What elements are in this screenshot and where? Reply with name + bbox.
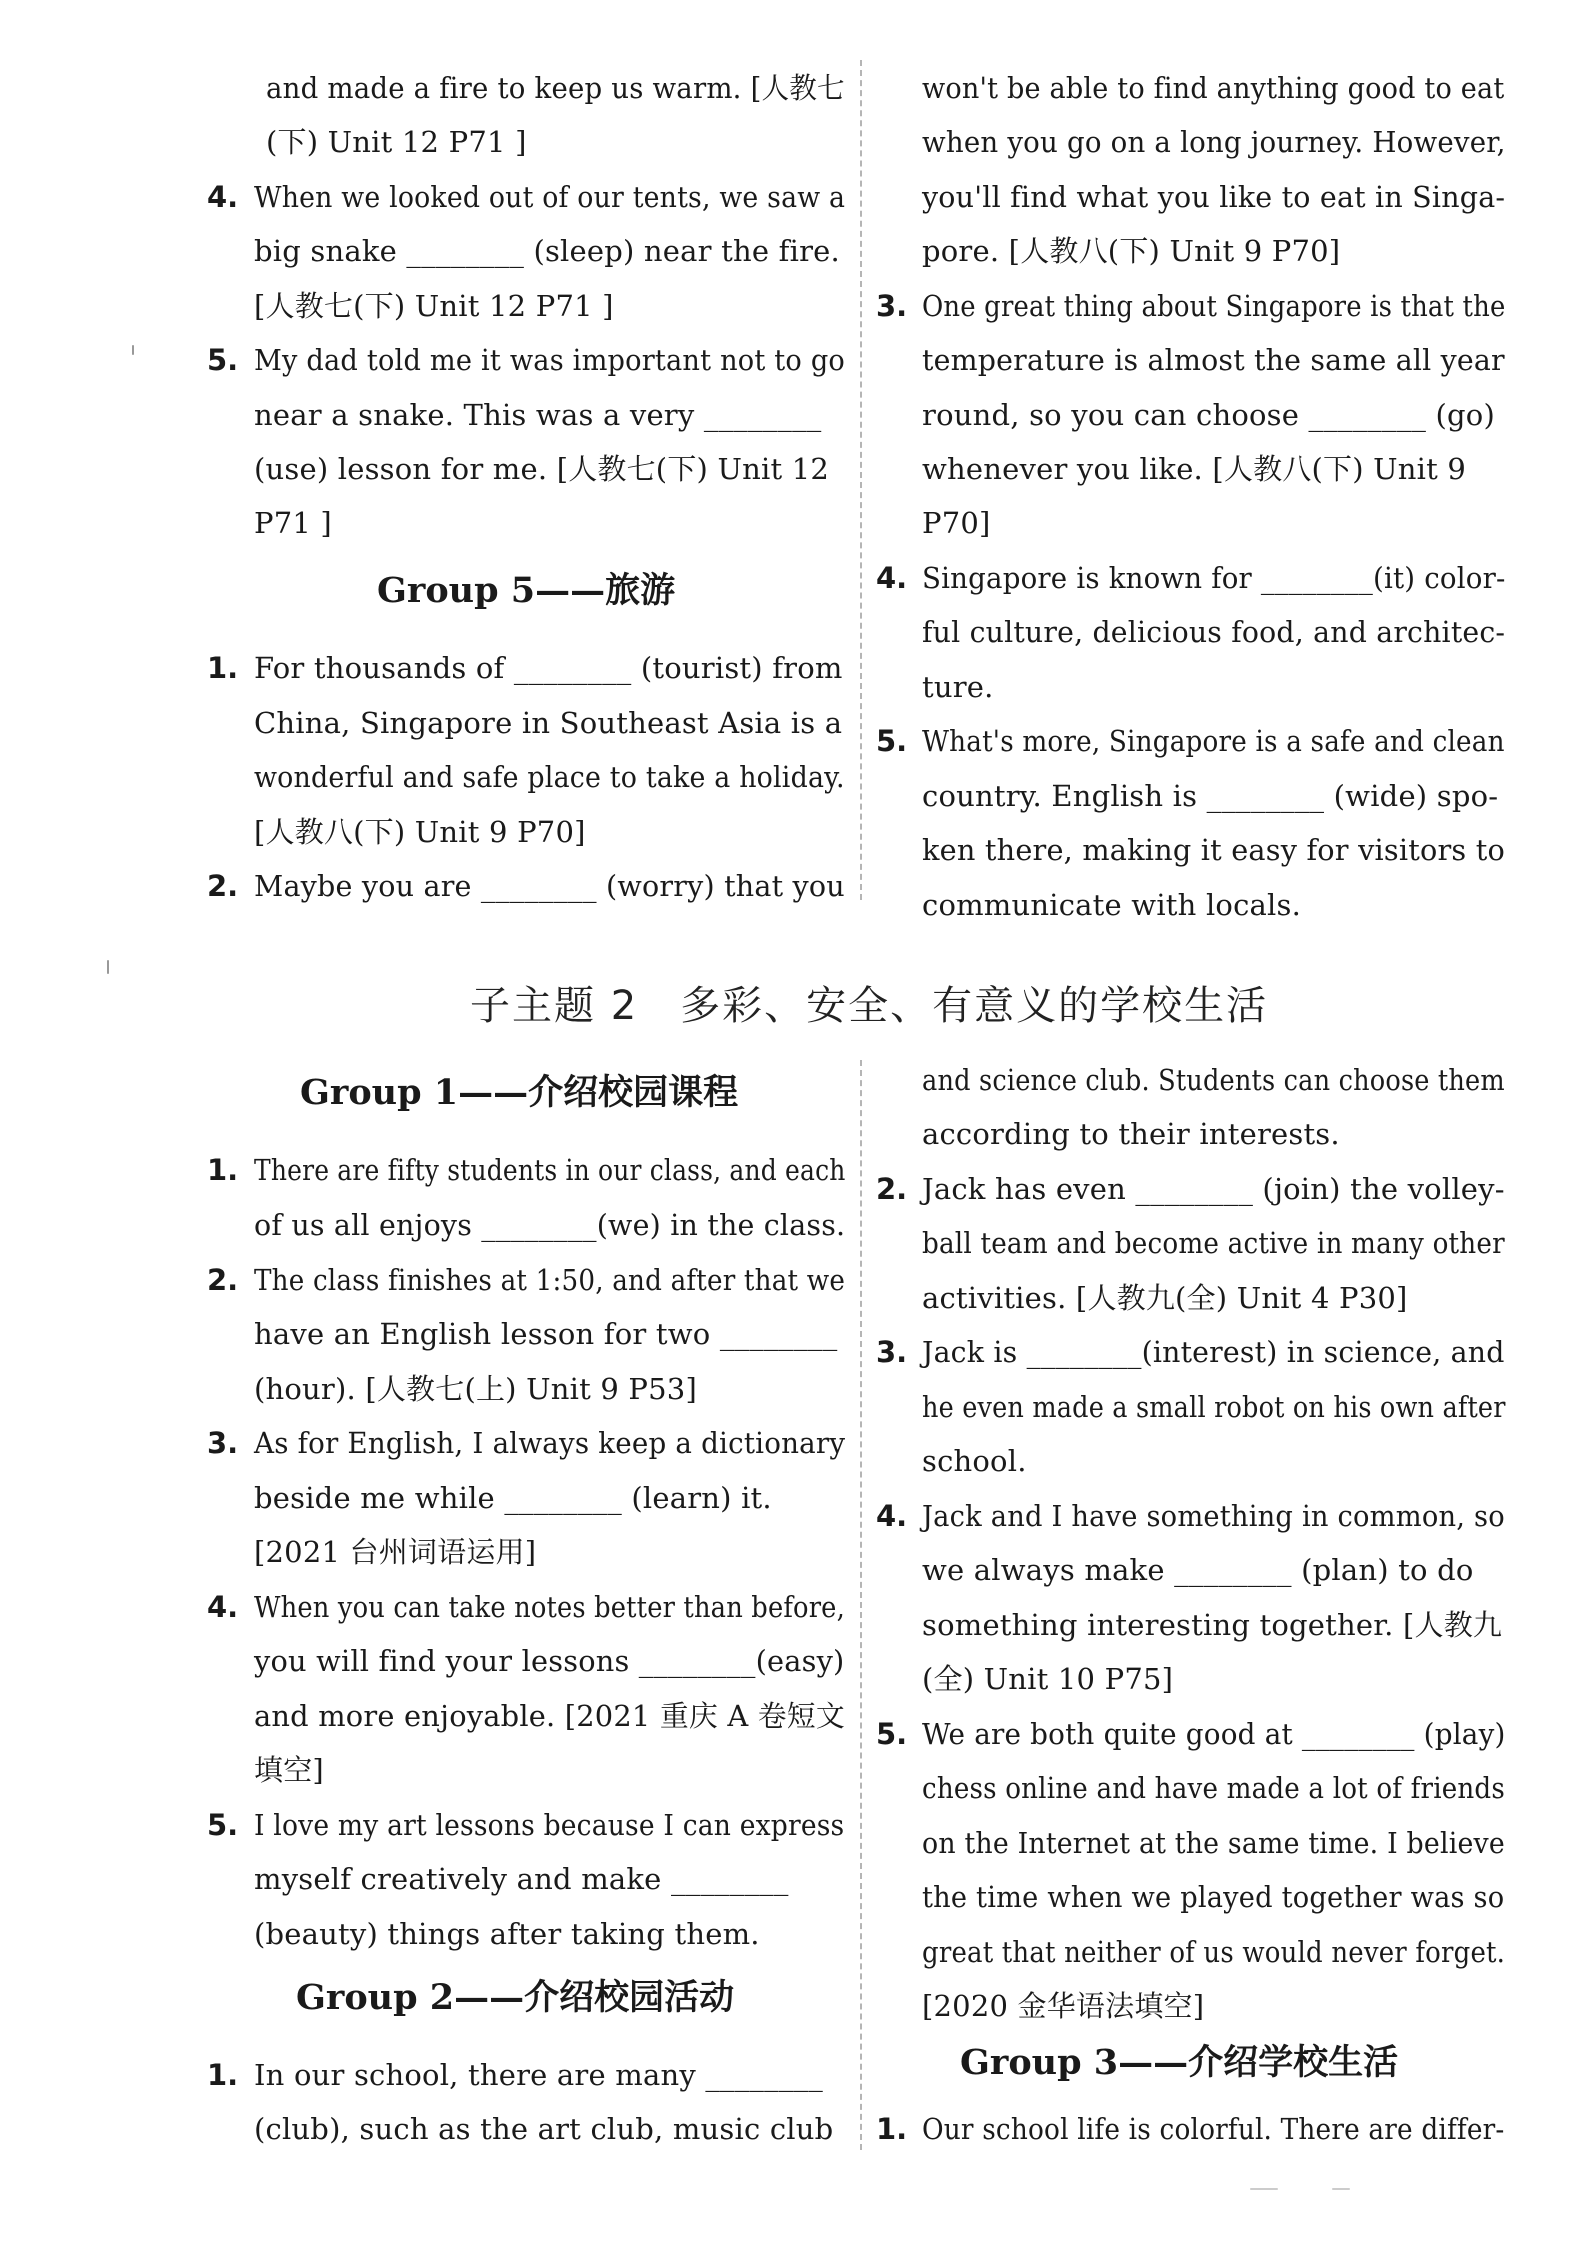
text-line: on the Internet at the same time. I believe (922, 1826, 1505, 1860)
text-line: (下) Unit 12 P71 ] (266, 125, 527, 159)
text-line: whenever you like. [人教八(下) Unit 9 (922, 452, 1467, 486)
text-line: I love my art lessons because I can express (254, 1808, 845, 1842)
item-number: 3. (876, 289, 908, 323)
scan-speck (1332, 2188, 1350, 2190)
text-line: country. English is ________ (wide) spo- (922, 779, 1499, 813)
scan-speck (107, 960, 109, 974)
text-line: Our school life is colorful. There are differ- (922, 2112, 1505, 2146)
group-heading: Group 3——介绍学校生活 (960, 2042, 1399, 2083)
text-line: Maybe you are ________ (worry) that you (254, 869, 845, 903)
text-line: ture. (922, 670, 994, 704)
text-line: have an English lesson for two ________ (254, 1317, 838, 1351)
item-number: 5. (876, 724, 908, 758)
item-number: 5. (876, 1717, 908, 1751)
text-line: Jack and I have something in common, so (922, 1499, 1505, 1533)
text-line: and science club. Students can choose them (922, 1063, 1505, 1097)
text-line: P71 ] (254, 506, 332, 540)
item-number: 5. (207, 1808, 239, 1842)
text-line: We are both quite good at ________ (play) (922, 1717, 1506, 1751)
text-line: When you can take notes better than before, (254, 1590, 845, 1624)
text-line: chess online and have made a lot of friends (922, 1771, 1505, 1805)
text-line: pore. [人教八(下) Unit 9 P70] (922, 234, 1341, 268)
text-line: communicate with locals. (922, 888, 1301, 922)
text-line: Jack is ________(interest) in science, and (922, 1335, 1505, 1369)
item-number: 4. (876, 1499, 908, 1533)
item-number: 5. (207, 343, 239, 377)
group-heading: Group 5——旅游 (377, 570, 676, 611)
group-heading: Group 1——介绍校园课程 (300, 1072, 739, 1113)
text-line: One great thing about Singapore is that the (922, 289, 1506, 323)
text-line: temperature is almost the same all year (922, 343, 1505, 377)
text-line: near a snake. This was a very ________ (254, 398, 822, 432)
item-number: 2. (876, 1172, 908, 1206)
item-number: 1. (876, 2112, 908, 2146)
text-line: and more enjoyable. [2021 重庆 A 卷短文 (254, 1699, 845, 1733)
text-line: (club), such as the art club, music club (254, 2112, 834, 2146)
text-line: and made a fire to keep us warm. [人教七 (266, 71, 845, 105)
text-line: he even made a small robot on his own after (922, 1390, 1506, 1424)
text-line: you will find your lessons ________(easy) (254, 1644, 845, 1678)
text-line: round, so you can choose ________ (go) (922, 398, 1495, 432)
scan-speck (1250, 2188, 1278, 2190)
text-line: ken there, making it easy for visitors to (922, 833, 1505, 867)
text-line: the time when we played together was so (922, 1880, 1505, 1914)
column-divider (860, 60, 862, 900)
item-number: 3. (876, 1335, 908, 1369)
item-number: 2. (207, 1263, 239, 1297)
item-number: 4. (207, 1590, 239, 1624)
text-line: What's more, Singapore is a safe and clean (922, 724, 1505, 758)
text-line: Jack has even ________ (join) the volley- (922, 1172, 1505, 1206)
text-line: China, Singapore in Southeast Asia is a (254, 706, 843, 740)
scan-speck (132, 345, 134, 355)
text-line: [2020 金华语法填空] (922, 1989, 1205, 2023)
text-line: won't be able to find anything good to eat (922, 71, 1505, 105)
item-number: 4. (876, 561, 908, 595)
text-line: P70] (922, 506, 991, 540)
text-line: wonderful and safe place to take a holiday. (254, 760, 845, 794)
text-line: [人教七(下) Unit 12 P71 ] (254, 289, 614, 323)
item-number: 3. (207, 1426, 239, 1460)
text-line: As for English, I always keep a dictionary (254, 1426, 846, 1460)
item-number: 4. (207, 180, 239, 214)
text-line: The class finishes at 1:50, and after that we (254, 1263, 846, 1297)
text-line: Singapore is known for ________(it) color- (922, 561, 1506, 595)
text-line: (beauty) things after taking them. (254, 1917, 760, 1951)
text-line: myself creatively and make ________ (254, 1862, 789, 1896)
text-line: of us all enjoys ________(we) in the class. (254, 1208, 846, 1242)
text-line: 填空] (254, 1753, 324, 1787)
text-line: when you go on a long journey. However, (922, 125, 1506, 159)
text-line: great that neither of us would never forget. (922, 1935, 1506, 1969)
group-heading: Group 2——介绍校园活动 (296, 1977, 735, 2018)
text-line: ful culture, delicious food, and architec- (922, 615, 1506, 649)
section-title: 子主题 2 多彩、安全、有意义的学校生活 (470, 983, 1269, 1029)
text-line: (use) lesson for me. [人教七(下) Unit 12 (254, 452, 830, 486)
text-line: something interesting together. [人教九 (922, 1608, 1503, 1642)
text-line: big snake ________ (sleep) near the fire. (254, 234, 840, 268)
text-line: When we looked out of our tents, we saw a (254, 180, 846, 214)
item-number: 1. (207, 651, 239, 685)
text-line: activities. [人教九(全) Unit 4 P30] (922, 1281, 1408, 1315)
item-number: 1. (207, 1153, 239, 1187)
text-line: In our school, there are many ________ (254, 2058, 823, 2092)
text-line: For thousands of ________ (tourist) from (254, 651, 843, 685)
text-line: (全) Unit 10 P75] (922, 1662, 1174, 1696)
text-line: ball team and become active in many other (922, 1226, 1505, 1260)
column-divider (860, 1060, 862, 2150)
text-line: [人教八(下) Unit 9 P70] (254, 815, 586, 849)
text-line: we always make ________ (plan) to do (922, 1553, 1474, 1587)
item-number: 2. (207, 869, 239, 903)
text-line: [2021 台州词语运用] (254, 1535, 537, 1569)
text-line: beside me while ________ (learn) it. (254, 1481, 772, 1515)
text-line: (hour). [人教七(上) Unit 9 P53] (254, 1372, 697, 1406)
text-line: you'll find what you like to eat in Singa- (922, 180, 1506, 214)
item-number: 1. (207, 2058, 239, 2092)
text-line: according to their interests. (922, 1117, 1340, 1151)
text-line: school. (922, 1444, 1027, 1478)
text-line: My dad told me it was important not to go (254, 343, 845, 377)
text-line: There are fifty students in our class, and each (254, 1153, 846, 1187)
